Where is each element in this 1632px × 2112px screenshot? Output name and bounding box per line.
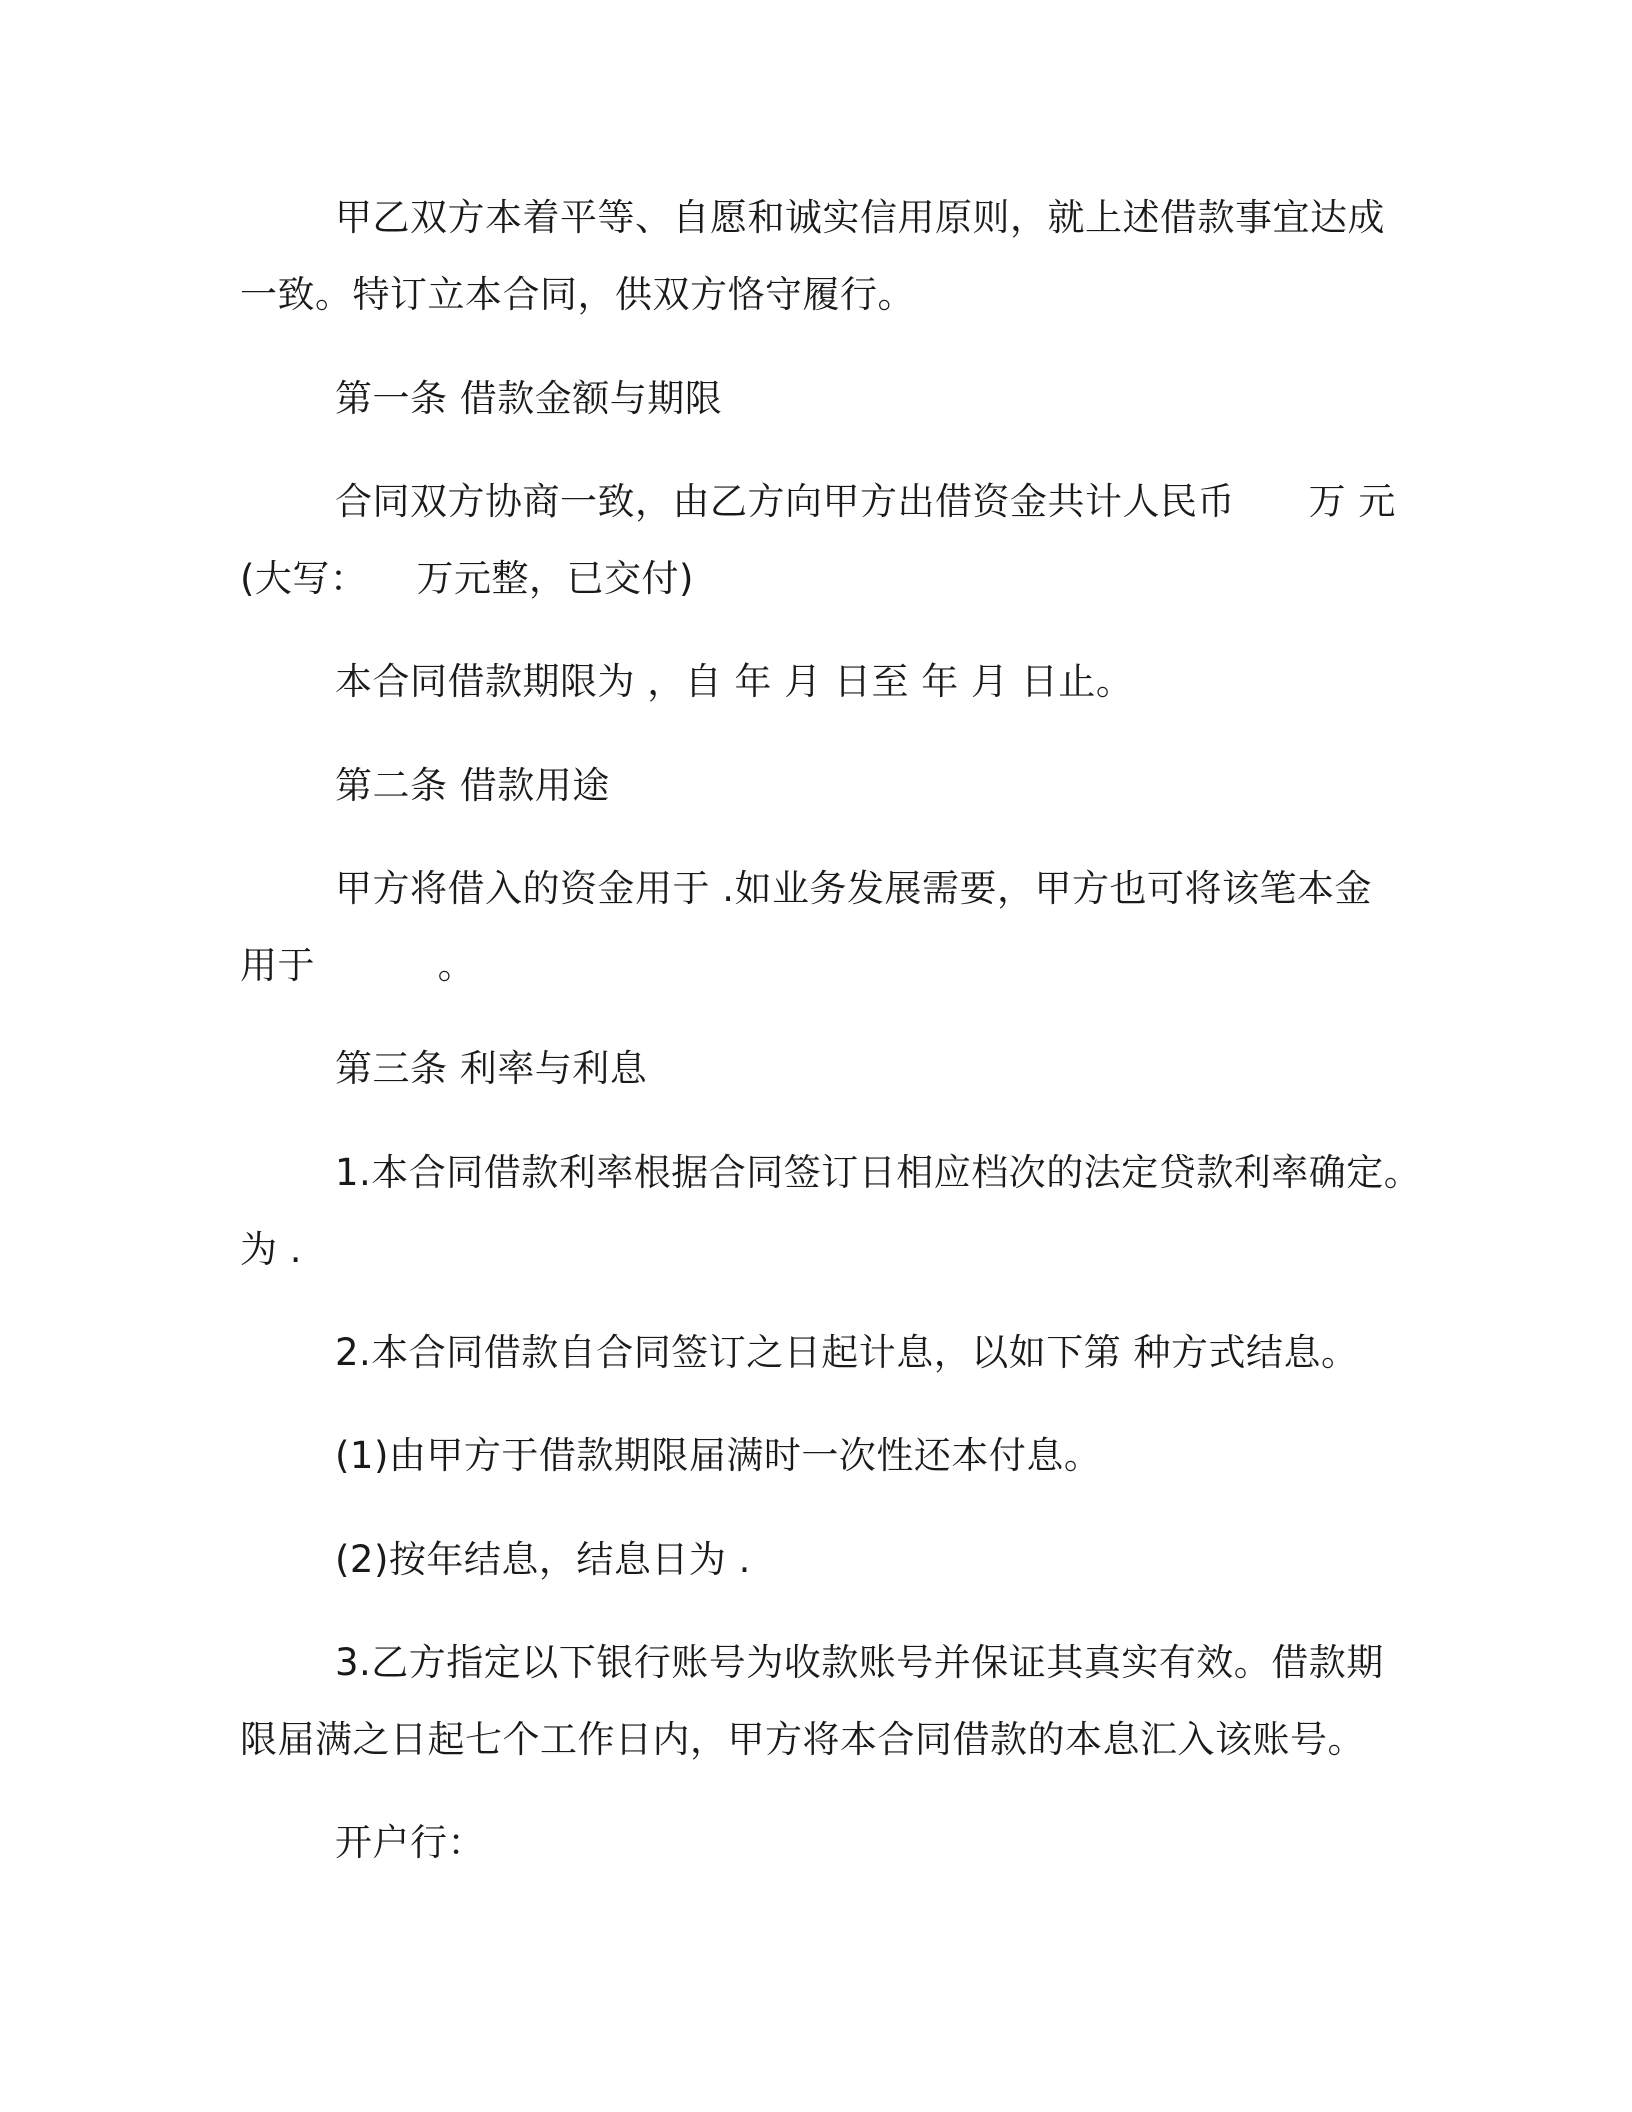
article-2-para-line-2: 用于 。 <box>240 944 476 987</box>
preamble-line-2: 一致。特订立本合同，供双方恪守履行。 <box>240 273 915 316</box>
article-1-para-2: 本合同借款期限为 ，自 年 月 日至 年 月 日止。 <box>335 660 1134 703</box>
preamble-line-1: 甲乙双方本着平等、自愿和诚实信用原则，就上述借款事宜达成 <box>335 196 1385 239</box>
article-1-para-1-line-1: 合同双方协商一致，由乙方向甲方出借资金共计人民币 万 元 <box>335 480 1396 523</box>
article-3-option-1: (1)由甲方于借款期限届满时一次性还本付息。 <box>335 1434 1102 1477</box>
article-2-para-line-1: 甲方将借入的资金用于 .如业务发展需要，甲方也可将该笔本金 <box>335 867 1373 910</box>
bank-label: 开户行： <box>335 1821 485 1864</box>
article-3-item-2: 2.本合同借款自合同签订之日起计息，以如下第 种方式结息。 <box>335 1331 1359 1374</box>
article-3-item-3-line-2: 限届满之日起七个工作日内，甲方将本合同借款的本息汇入该账号。 <box>240 1718 1365 1761</box>
article-3-heading: 第三条 利率与利息 <box>335 1047 648 1090</box>
article-1-para-1-line-2: (大写： 万元整，已交付) <box>240 557 694 600</box>
article-3-item-1-line-1: 1.本合同借款利率根据合同签订日相应档次的法定贷款利率确定。 <box>335 1151 1422 1194</box>
article-3-item-3-line-1: 3.乙方指定以下银行账号为收款账号并保证其真实有效。借款期 <box>335 1641 1384 1684</box>
article-3-option-2: (2)按年结息，结息日为 . <box>335 1538 751 1581</box>
article-2-heading: 第二条 借款用途 <box>335 764 610 807</box>
article-3-item-1-line-2: 为 . <box>240 1228 303 1271</box>
article-1-heading: 第一条 借款金额与期限 <box>335 377 723 420</box>
